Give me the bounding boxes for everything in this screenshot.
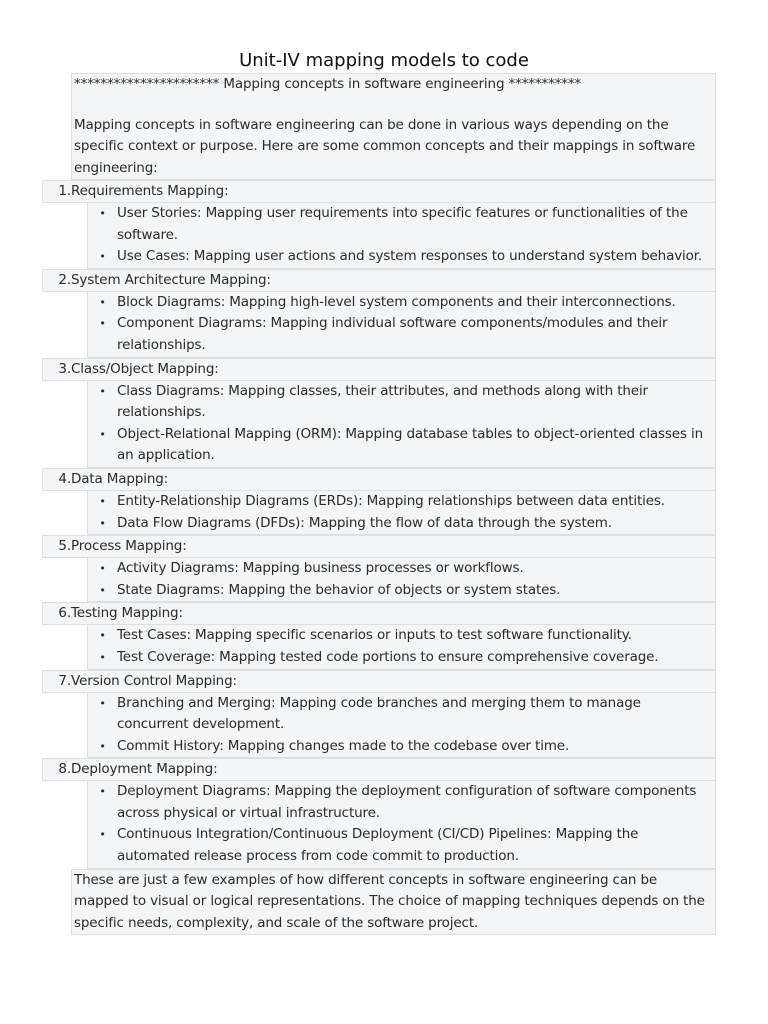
list-item xyxy=(88,580,715,602)
bullet-list xyxy=(87,625,716,669)
list-item xyxy=(88,381,715,424)
intro-text: Mapping concepts in software engineering can be done in various ways depending on the specific context or purpose. Here are some common concepts and their mappings in software engineering: xyxy=(74,116,696,176)
section-label: Class/Object Mapping: xyxy=(71,360,219,377)
list-item xyxy=(88,246,715,268)
bullet-dot-icon: • xyxy=(99,516,106,530)
list-item xyxy=(88,513,715,535)
bullet-dot-icon: • xyxy=(99,317,106,331)
section-8 xyxy=(0,758,768,868)
section-6 xyxy=(0,602,768,669)
section-number: 5. xyxy=(58,538,71,555)
list-item xyxy=(88,736,715,758)
section-7 xyxy=(0,670,768,759)
intro-block xyxy=(71,73,716,180)
section-header xyxy=(42,269,716,292)
list-item xyxy=(88,491,715,513)
section-number: 4. xyxy=(58,470,71,487)
section-3 xyxy=(0,358,768,468)
bullet-dot-icon: • xyxy=(99,696,106,710)
section-4 xyxy=(0,468,768,535)
bullet-text: Deployment Diagrams: Mapping the deployment configuration of software components across physical or virtual infrastructure. xyxy=(117,783,697,821)
bullet-text: Branching and Merging: Mapping code branches and merging them to manage concurrent development. xyxy=(117,694,641,733)
document-body xyxy=(0,73,768,935)
bullet-list xyxy=(87,203,716,269)
bullet-text: Commit History: Mapping changes made to the codebase over time. xyxy=(117,737,570,754)
outro-paragraph: These are just a few examples of how different concepts in software engineering can be mapped to visual or logical representations. The choice of mapping techniques depends on the specific needs, complexity, and scale of the software project. xyxy=(71,869,716,936)
section-header xyxy=(42,180,716,203)
section-label: Testing Mapping: xyxy=(71,605,183,622)
bullet-dot-icon: • xyxy=(99,739,106,753)
bullet-dot-icon: • xyxy=(99,250,106,264)
list-item xyxy=(88,558,715,580)
section-label: System Architecture Mapping: xyxy=(71,271,271,288)
bullet-text: Continuous Integration/Continuous Deployment (CI/CD) Pipelines: Mapping the automated release process from code commit to production. xyxy=(117,826,639,865)
list-item xyxy=(88,625,715,647)
bullet-text: User Stories: Mapping user requirements into specific features or functionalities of the software. xyxy=(117,205,688,243)
section-label: Version Control Mapping: xyxy=(71,672,237,689)
bullet-list xyxy=(87,693,716,759)
bullet-dot-icon: • xyxy=(99,207,106,220)
section-number: 1. xyxy=(58,183,71,199)
section-header xyxy=(42,670,716,693)
bullet-dot-icon: • xyxy=(99,384,106,398)
bullet-text: Data Flow Diagrams (DFDs): Mapping the flow of data through the system. xyxy=(117,514,612,531)
bullet-dot-icon: • xyxy=(99,427,106,441)
bullet-text: Class Diagrams: Mapping classes, their attributes, and methods along with their relationships. xyxy=(117,382,648,421)
bullet-dot-icon: • xyxy=(99,785,106,799)
intro-spacer xyxy=(74,96,713,115)
section-label: Process Mapping: xyxy=(71,538,187,555)
section-number: 6. xyxy=(58,605,71,622)
bullet-text: Use Cases: Mapping user actions and system responses to understand system behavior. xyxy=(117,248,703,265)
section-1 xyxy=(0,180,768,269)
intro-heading: ********************** Mapping concepts in software engineering *********** xyxy=(74,76,582,92)
bullet-list xyxy=(87,558,716,602)
section-number: 7. xyxy=(58,672,71,689)
bullet-dot-icon: • xyxy=(99,562,106,576)
page-title: Unit-IV mapping models to code xyxy=(239,50,529,71)
section-5 xyxy=(0,535,768,602)
section-header xyxy=(42,758,716,781)
bullet-list xyxy=(87,781,716,868)
section-2 xyxy=(0,269,768,358)
section-label: Deployment Mapping: xyxy=(71,761,218,778)
section-header xyxy=(42,602,716,625)
section-label: Requirements Mapping: xyxy=(71,183,229,199)
bullet-dot-icon: • xyxy=(99,583,106,597)
section-header xyxy=(42,358,716,381)
bullet-text: Test Cases: Mapping specific scenarios or inputs to test software functionality. xyxy=(117,627,632,644)
bullet-text: Test Coverage: Mapping tested code portions to ensure comprehensive coverage. xyxy=(117,648,659,665)
list-item xyxy=(88,203,715,246)
bullet-text: Component Diagrams: Mapping individual software components/modules and their relationships. xyxy=(117,315,668,353)
bullet-text: Entity-Relationship Diagrams (ERDs): Mapping relationships between data entities. xyxy=(117,492,665,509)
bullet-list xyxy=(87,381,716,468)
bullet-dot-icon: • xyxy=(99,494,106,508)
list-item xyxy=(88,292,715,314)
bullet-text: State Diagrams: Mapping the behavior of objects or system states. xyxy=(117,581,561,598)
bullet-text: Object-Relational Mapping (ORM): Mapping database tables to object-oriented classes in an application. xyxy=(117,425,703,464)
section-number: 2. xyxy=(58,271,71,288)
section-header xyxy=(42,468,716,491)
section-number: 8. xyxy=(58,761,71,778)
list-item xyxy=(88,424,715,467)
bullet-text: Activity Diagrams: Mapping business processes or workflows. xyxy=(117,560,524,577)
bullet-list xyxy=(87,491,716,535)
bullet-dot-icon: • xyxy=(99,828,106,842)
list-item xyxy=(88,781,715,824)
sections-list xyxy=(0,180,768,869)
bullet-dot-icon: • xyxy=(99,629,106,643)
bullet-text: Block Diagrams: Mapping high-level system components and their interconnections. xyxy=(117,293,676,310)
bullet-dot-icon: • xyxy=(99,295,106,309)
section-label: Data Mapping: xyxy=(71,470,169,487)
section-header xyxy=(42,535,716,558)
section-number: 3. xyxy=(58,360,71,377)
bullet-list xyxy=(87,292,716,358)
bullet-dot-icon: • xyxy=(99,650,106,664)
list-item xyxy=(88,313,715,356)
list-item xyxy=(88,693,715,736)
list-item xyxy=(88,647,715,669)
list-item xyxy=(88,824,715,867)
